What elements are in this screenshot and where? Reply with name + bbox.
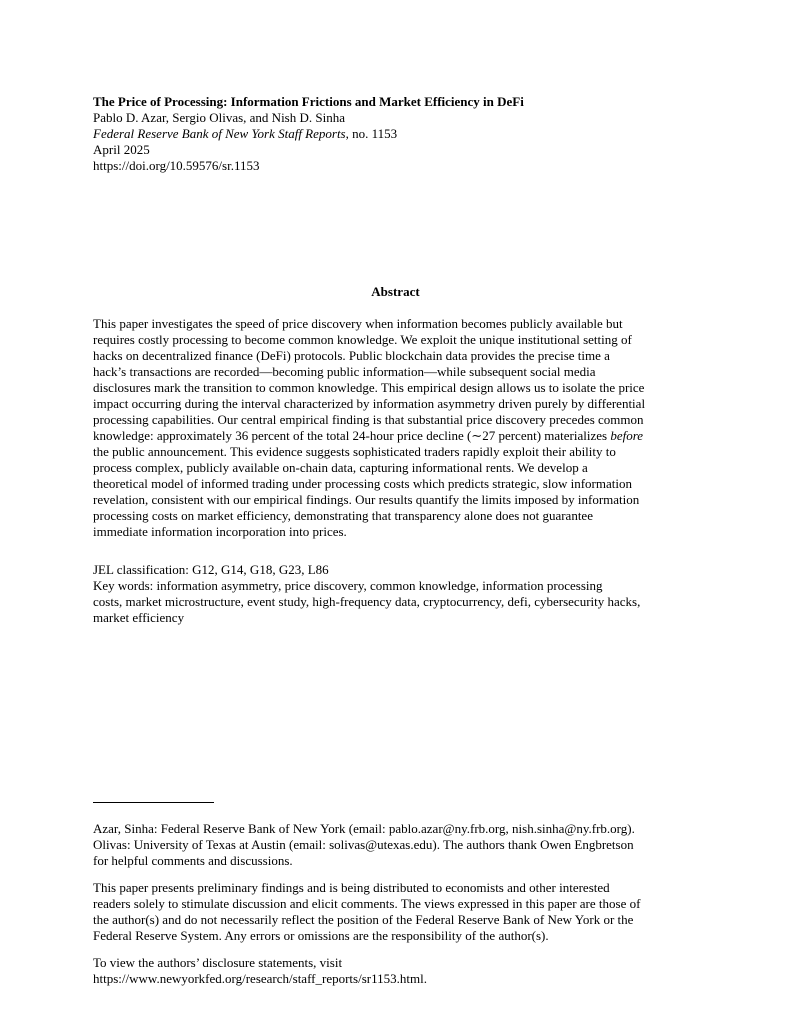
abstract-line: immediate information incorporation into prices.: [93, 524, 347, 539]
paper-title: The Price of Processing: Information Frictions and Market Efficiency in DeFi: [93, 94, 524, 109]
footnote-divider: [93, 802, 214, 803]
abstract-line: requires costly processing to become common knowledge. We exploit the unique institutional setting of: [93, 332, 632, 347]
abstract-line: the public announcement. This evidence suggests sophisticated traders rapidly exploit their ability to: [93, 444, 616, 459]
abstract-line-text: knowledge: approximately 36 percent of the total 24-hour price decline (∼27 percent) materializes: [93, 428, 611, 443]
keywords-line: market efficiency: [93, 610, 185, 625]
abstract-line: process complex, publicly available on-chain data, capturing informational rents. We develop a: [93, 460, 588, 475]
paper-header: [93, 94, 703, 174]
abstract-line-emphasis: [93, 428, 703, 444]
abstract-heading: Abstract: [371, 284, 420, 299]
abstract-line: theoretical model of informed trading under processing costs which predicts strategic, slow information: [93, 476, 632, 491]
keywords-line: costs, market microstructure, event study, high-frequency data, cryptocurrency, defi, cybersecurity hacks,: [93, 594, 641, 609]
series-name: Federal Reserve Bank of New York Staff Reports: [93, 126, 346, 141]
disclaimer-line: This paper presents preliminary findings and is being distributed to economists and other interested: [93, 880, 610, 895]
abstract-line: hacks on decentralized finance (DeFi) protocols. Public blockchain data provides the precise time a: [93, 348, 610, 363]
affiliation-line: for helpful comments and discussions.: [93, 853, 293, 868]
affiliation-line: Olivas: University of Texas at Austin (email: solivas@utexas.edu). The authors thank Owen Engbretson: [93, 837, 634, 852]
classification-block: [93, 562, 703, 626]
keywords-line: Key words: information asymmetry, price discovery, common knowledge, information processing: [93, 578, 603, 593]
abstract-line: disclosures mark the transition to common knowledge. This empirical design allows us to isolate the price: [93, 380, 645, 395]
disclosure-url[interactable]: https://www.newyorkfed.org/research/staff_reports/sr1153.html.: [93, 971, 427, 986]
disclaimer-line: readers solely to stimulate discussion and elicit comments. The views expressed in this paper are those of: [93, 896, 641, 911]
abstract-line: processing capabilities. Our central empirical finding is that substantial price discovery precedes common: [93, 412, 644, 427]
affiliation-note: [93, 821, 703, 869]
disclaimer-line: the author(s) and do not necessarily reflect the position of the Federal Reserve Bank of New York or the: [93, 912, 634, 927]
disclaimer-line: Federal Reserve System. Any errors or omissions are the responsibility of the author(s).: [93, 928, 549, 943]
disclaimer-note: [93, 880, 703, 944]
abstract-body: [93, 316, 703, 540]
abstract-line: processing costs on market efficiency, demonstrating that transparency alone does not guarantee: [93, 508, 593, 523]
emphasis-before: before: [610, 428, 644, 443]
abstract-line: impact occurring during the interval characterized by information asymmetry driven purely by differential: [93, 396, 646, 411]
disclosure-note: [93, 955, 703, 987]
author-list: Pablo D. Azar, Sergio Olivas, and Nish D. Sinha: [93, 110, 345, 125]
abstract-line: hack’s transactions are recorded—becoming public information—while subsequent social media: [93, 364, 596, 379]
report-series: [93, 126, 703, 142]
affiliation-line: Azar, Sinha: Federal Reserve Bank of New York (email: pablo.azar@ny.frb.org, nish.sinha@ny.frb.org).: [93, 821, 635, 836]
doi-link[interactable]: https://doi.org/10.59576/sr.1153: [93, 158, 260, 173]
jel-classification: JEL classification: G12, G14, G18, G23, L86: [93, 562, 329, 577]
series-number: , no. 1153: [345, 126, 398, 141]
abstract-line: This paper investigates the speed of price discovery when information becomes publicly available but: [93, 316, 623, 331]
abstract-line: revelation, consistent with our empirical findings. Our results quantify the limits imposed by information: [93, 492, 640, 507]
disclosure-line: To view the authors’ disclosure statements, visit: [93, 955, 343, 970]
publication-date: April 2025: [93, 142, 150, 157]
